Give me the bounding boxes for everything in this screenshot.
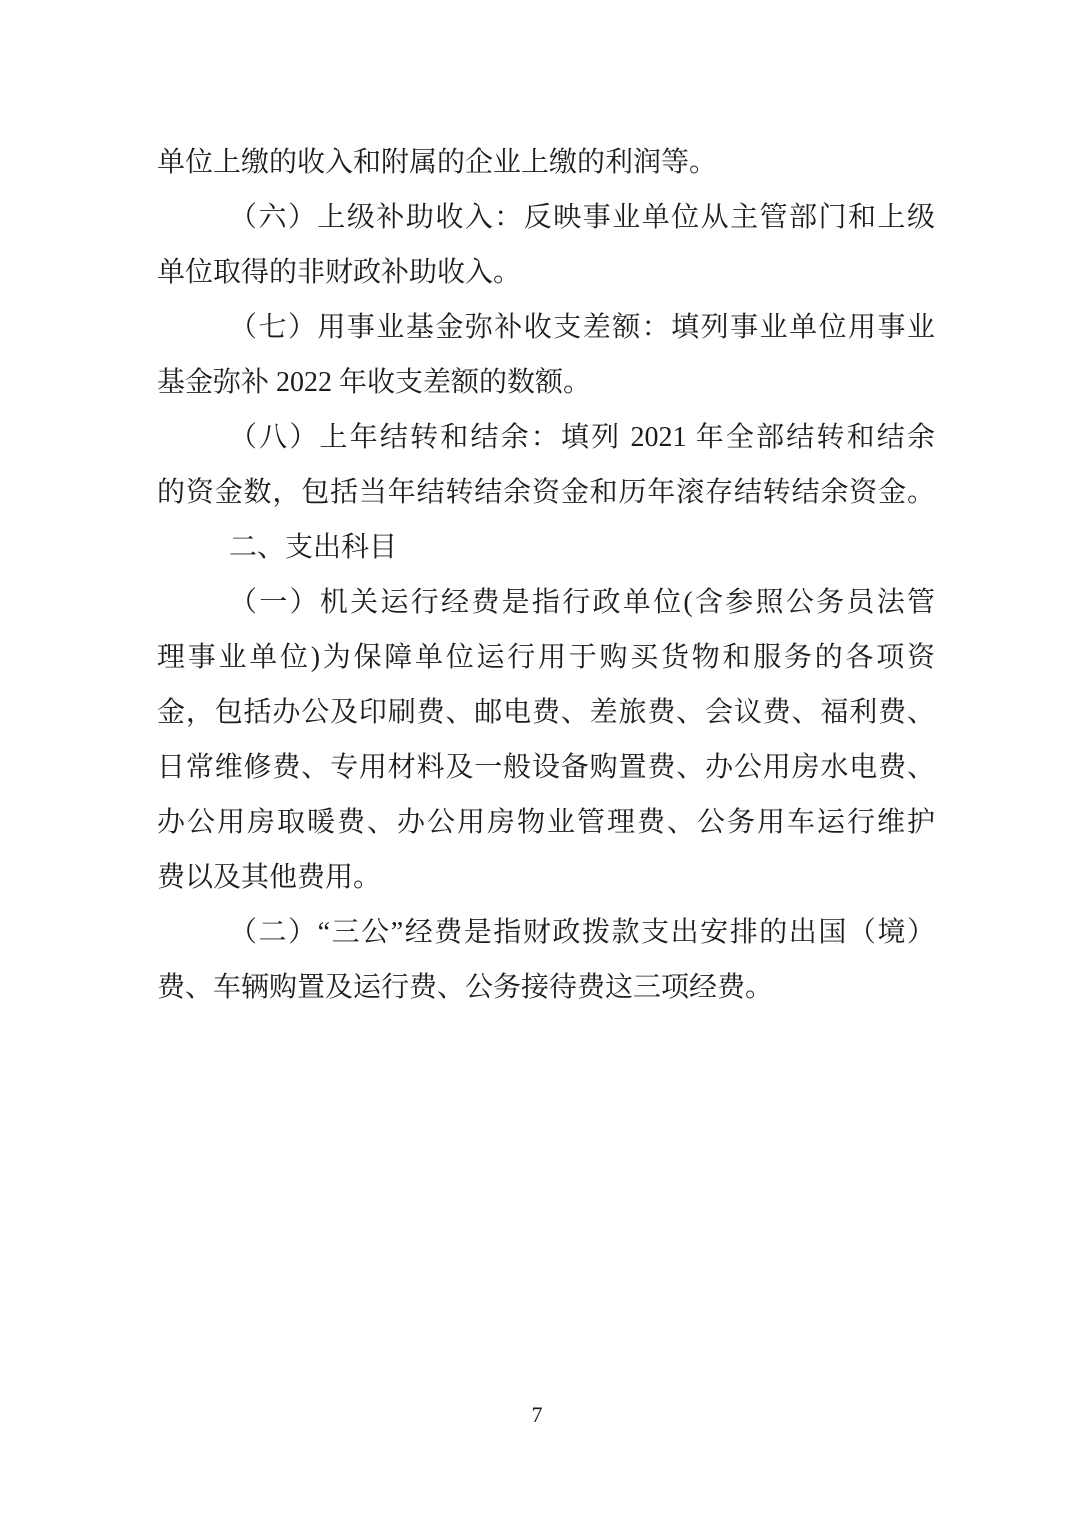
text-line: （一）机关运行经费是指行政单位(含参照公务员法管 (229, 587, 935, 618)
text-line: 单位取得的非财政补助收入。 (157, 257, 522, 288)
text-line: （七）用事业基金弥补收支差额：填列事业单位用事业 (229, 312, 935, 343)
text-line: （六）上级补助收入：反映事业单位从主管部门和上级 (229, 202, 935, 233)
text-line: 单位上缴的收入和附属的企业上缴的利润等。 (157, 147, 718, 178)
text-line: 基金弥补 2022 年收支差额的数额。 (157, 367, 592, 398)
document-text (157, 135, 935, 1015)
page-number: 7 (531, 1402, 543, 1427)
text-line: 金，包括办公及印刷费、邮电费、差旅费、会议费、福利费、 (157, 697, 935, 728)
text-line: 费、车辆购置及运行费、公务接待费这三项经费。 (157, 972, 774, 1003)
text-line: 日常维修费、专用材料及一般设备购置费、办公用房水电费、 (157, 752, 935, 783)
text-line: 理事业单位)为保障单位运行用于购买货物和服务的各项资 (157, 642, 935, 673)
text-line: 的资金数，包括当年结转结余资金和历年滚存结转结余资金。 (157, 477, 935, 508)
text-line: （八）上年结转和结余：填列 2021 年全部结转和结余 (229, 422, 935, 453)
text-line: 费以及其他费用。 (157, 862, 382, 893)
text-line: 办公用房取暖费、办公用房物业管理费、公务用车运行维护 (157, 807, 935, 838)
text-line: 二、支出科目 (229, 532, 398, 563)
text-line: （二）“三公”经费是指财政拨款支出安排的出国（境） (229, 917, 935, 948)
